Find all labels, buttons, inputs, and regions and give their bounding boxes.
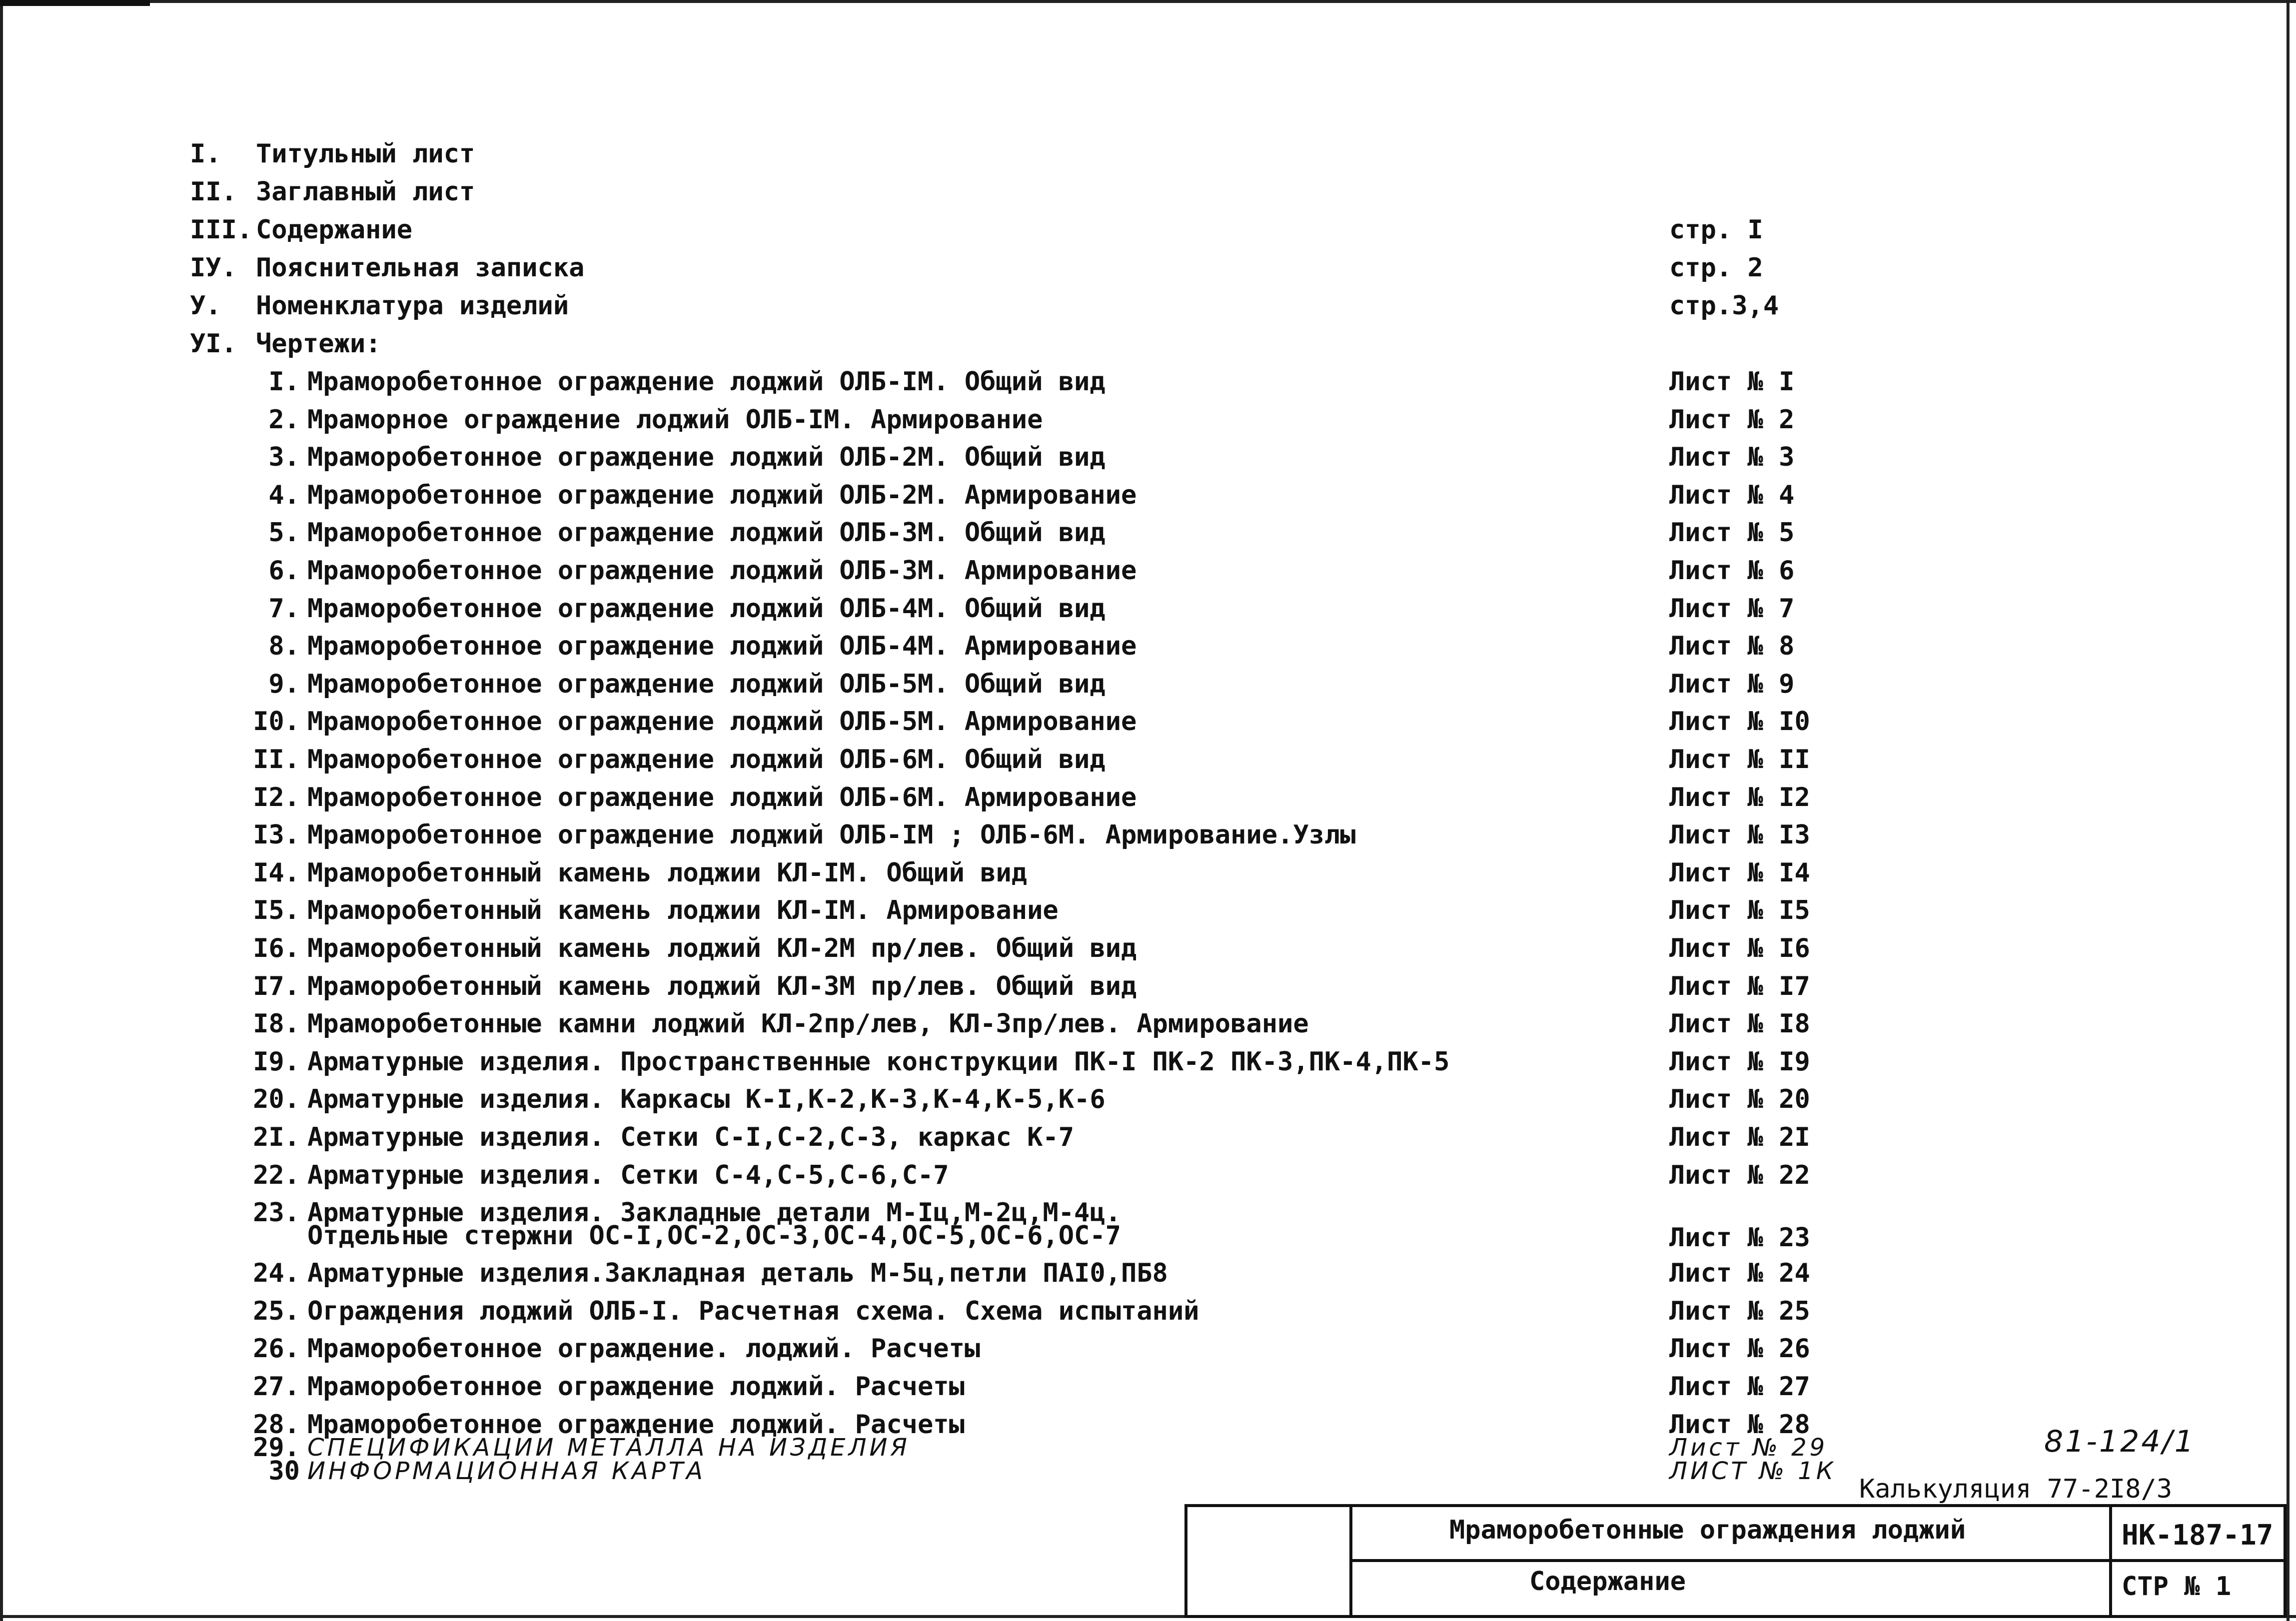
drawing-title: ИНФОРМАЦИОННАЯ КАРТА	[307, 1457, 706, 1485]
drawing-sheet-ref: Лист № I8	[1669, 1009, 1810, 1039]
section-title: Номенклатура изделий	[256, 291, 569, 321]
drawing-row	[0, 816, 2249, 854]
drawing-number: I.	[268, 367, 300, 397]
drawing-title: Мраморобетонное ограждение лоджий ОЛБ-6М. Общий вид	[307, 745, 1106, 775]
drawing-title: Арматурные изделия. Сетки С-4,С-5,С-6,С-7	[307, 1160, 949, 1190]
section-title: Пояснительная записка	[256, 253, 585, 283]
drawing-title: Мраморное ограждение лоджий ОЛБ-IМ. Армирование	[307, 405, 1043, 435]
drawing-row	[0, 476, 2249, 514]
drawing-sheet-ref: Лист № I2	[1669, 783, 1810, 812]
drawing-title: Арматурные изделия. Каркасы К-I,К-2,К-3,К-4,К-5,К-6	[307, 1084, 1106, 1114]
handwritten-code: 81-124/1	[2044, 1424, 2196, 1459]
title-block-title: Мраморобетонные ограждения лоджий	[1449, 1515, 1966, 1545]
drawing-title: Мраморобетонное ограждение лоджий ОЛБ-2М. Армирование	[307, 480, 1137, 510]
section-page-ref: стр. I	[1669, 215, 1763, 245]
section-number: II.	[190, 177, 237, 207]
drawing-title: Мраморобетонное ограждение лоджий ОЛБ-6М. Армирование	[307, 783, 1137, 812]
drawing-title: Мраморобетонное ограждение лоджий. Расчеты	[307, 1410, 965, 1440]
frame-top-border	[0, 0, 2296, 3]
section-row	[0, 325, 2249, 363]
drawing-number: I3.	[253, 820, 300, 850]
title-block-subtitle: Содержание	[1529, 1567, 1686, 1597]
drawing-number: 7.	[268, 594, 300, 624]
drawing-number: 28.	[253, 1410, 300, 1440]
drawing-row	[0, 627, 2249, 665]
drawing-sheet-ref: Лист № 2I	[1669, 1122, 1810, 1152]
drawing-number: 5.	[268, 518, 300, 548]
drawing-sheet-ref: Лист № 5	[1669, 518, 1795, 548]
drawing-title: Ограждения лоджий ОЛБ-I. Расчетная схема. Схема испытаний	[307, 1296, 1199, 1326]
drawing-row	[0, 1292, 2249, 1330]
drawing-sheet-ref: Лист № 2	[1669, 405, 1795, 435]
drawing-sheet-ref: Лист № 23	[1669, 1223, 1810, 1253]
section-number: У.	[190, 291, 221, 321]
drawing-title: Мраморобетонное ограждение лоджий. Расчеты	[307, 1372, 965, 1402]
drawing-row	[0, 967, 2249, 1005]
drawing-number: 8.	[268, 631, 300, 661]
section-number: УI.	[190, 329, 237, 359]
drawing-row	[0, 929, 2249, 967]
drawing-number: 24.	[253, 1258, 300, 1288]
section-title: Заглавный лист	[256, 177, 475, 207]
drawing-sheet-ref: Лист № 7	[1669, 594, 1795, 624]
drawing-title: Мраморобетонное ограждение. лоджий. Расчеты	[307, 1334, 981, 1364]
drawing-row	[0, 779, 2249, 816]
drawing-sheet-ref: Лист № I5	[1669, 895, 1810, 925]
drawing-number: 4.	[268, 480, 300, 510]
drawing-number: 2.	[268, 405, 300, 435]
drawing-sheet-ref: Лист № 22	[1669, 1160, 1810, 1190]
drawing-title: Мраморобетонный камень лоджии КЛ-IМ. Армирование	[307, 895, 1059, 925]
drawing-sheet-ref: Лист № I3	[1669, 820, 1810, 850]
drawing-sheet-ref: Лист № I6	[1669, 933, 1810, 963]
drawing-sheet-ref: Лист № I0	[1669, 707, 1810, 737]
drawing-row	[0, 590, 2249, 628]
drawing-number: 6.	[268, 556, 300, 586]
section-number: III.	[190, 215, 253, 245]
drawing-number: I8.	[253, 1009, 300, 1039]
drawing-title: Мраморобетонное ограждение лоджий ОЛБ-4М. Общий вид	[307, 594, 1106, 624]
drawing-row	[0, 854, 2249, 892]
drawing-row	[0, 703, 2249, 741]
section-number: IУ.	[190, 253, 237, 283]
drawing-row	[0, 665, 2249, 703]
drawing-title: Мраморобетонное ограждение лоджий ОЛБ-5М. Армирование	[307, 707, 1137, 737]
drawing-row	[0, 1194, 2249, 1253]
drawing-number: 3.	[268, 442, 300, 472]
drawing-number: I2.	[253, 783, 300, 812]
drawing-row	[0, 552, 2249, 590]
drawing-sheet-ref: Лист № 8	[1669, 631, 1795, 661]
drawing-number: II.	[253, 745, 300, 775]
drawing-row	[0, 401, 2249, 439]
drawing-row	[0, 1043, 2249, 1081]
drawing-sheet-ref: Лист № 6	[1669, 556, 1795, 586]
drawing-sheet-ref: Лист № II	[1669, 745, 1810, 775]
drawing-title: Мраморобетонный камень лоджий КЛ-2М пр/лев. Общий вид	[307, 933, 1137, 963]
drawing-row	[0, 438, 2249, 476]
drawing-title: Мраморобетонное ограждение лоджий ОЛБ-3М. Армирование	[307, 556, 1137, 586]
frame-right-border	[2287, 0, 2290, 1621]
drawing-number: I0.	[253, 707, 300, 737]
section-row	[0, 135, 2249, 173]
section-row	[0, 287, 2249, 325]
section-title: Чертежи:	[256, 329, 381, 359]
title-block-hline	[1349, 1559, 2287, 1562]
drawing-sheet-ref: Лист № 29	[1669, 1434, 1828, 1462]
drawing-row	[0, 1080, 2249, 1118]
drawing-number: 29.	[253, 1433, 300, 1463]
drawing-sheet-ref: Лист № 26	[1669, 1334, 1810, 1364]
section-row	[0, 211, 2249, 249]
drawing-sheet-ref: Лист № I	[1669, 367, 1795, 397]
drawing-number: 30	[268, 1456, 300, 1486]
drawing-row	[0, 363, 2249, 401]
drawing-row	[0, 1005, 2249, 1043]
drawing-number: 26.	[253, 1334, 300, 1364]
drawing-number: 9.	[268, 669, 300, 699]
section-number: I.	[190, 139, 221, 169]
section-page-ref: стр.3,4	[1669, 291, 1779, 321]
drawing-title: Мраморобетонный камень лоджий КЛ-3М пр/лев. Общий вид	[307, 971, 1137, 1001]
drawing-sheet-ref: Лист № 20	[1669, 1084, 1810, 1114]
drawing-row	[0, 514, 2249, 552]
drawing-sheet-ref: Лист № 28	[1669, 1410, 1810, 1440]
drawing-title: Мраморобетонное ограждение лоджий ОЛБ-IМ. Общий вид	[307, 367, 1106, 397]
drawing-row	[0, 1330, 2249, 1368]
drawing-number: 20.	[253, 1084, 300, 1114]
drawing-number: 27.	[253, 1372, 300, 1402]
drawing-title: Мраморобетонный камень лоджии КЛ-IМ. Общий вид	[307, 858, 1028, 888]
drawing-number: 2I.	[253, 1122, 300, 1152]
drawing-row	[0, 1156, 2249, 1194]
drawing-sheet-ref: ЛИСТ № 1К	[1669, 1457, 1836, 1485]
drawing-number: I7.	[253, 971, 300, 1001]
sheet-number: СТР № 1	[2122, 1572, 2232, 1602]
section-title: Содержание	[256, 215, 413, 245]
drawing-row	[0, 1118, 2249, 1156]
drawing-title: Мраморобетонные камни лоджий КЛ-2пр/лев, КЛ-3пр/лев. Армирование	[307, 1009, 1309, 1039]
drawing-sheet-ref: Лист № I9	[1669, 1047, 1810, 1077]
drawing-sheet-ref: Лист № I7	[1669, 971, 1810, 1001]
section-row	[0, 249, 2249, 287]
drawing-number: 22.	[253, 1160, 300, 1190]
drawing-title: Арматурные изделия. Сетки С-I,С-2,С-3, каркас К-7	[307, 1122, 1075, 1152]
drawing-title: СПЕЦИФИКАЦИИ МЕТАЛЛА НА ИЗДЕЛИЯ	[307, 1434, 910, 1462]
drawing-title: Мраморобетонное ограждение лоджий ОЛБ-3М. Общий вид	[307, 518, 1106, 548]
drawing-title: Мраморобетонное ограждение лоджий ОЛБ-4М. Армирование	[307, 631, 1137, 661]
corner-mark	[0, 0, 150, 6]
document-code: НК-187-17	[2122, 1519, 2274, 1552]
drawing-sheet-ref: Лист № 9	[1669, 669, 1795, 699]
calculation-label: Калькуляция 77-2I8/3	[1859, 1474, 2173, 1504]
drawing-sheet-ref: Лист № 4	[1669, 480, 1795, 510]
drawing-row	[0, 891, 2249, 929]
drawing-number: I5.	[253, 895, 300, 925]
drawing-sheet-ref: Лист № 25	[1669, 1296, 1810, 1326]
drawing-title-line2: Отдельные стержни ОС-I,ОС-2,ОС-3,ОС-4,ОС-5,ОС-6,ОС-7	[307, 1221, 1121, 1251]
drawing-number: I6.	[253, 933, 300, 963]
drawing-number: 25.	[253, 1296, 300, 1326]
section-page-ref: стр. 2	[1669, 253, 1763, 283]
drawing-sheet-ref: Лист № I4	[1669, 858, 1810, 888]
drawing-sheet-ref: Лист № 24	[1669, 1258, 1810, 1288]
drawing-title: Мраморобетонное ограждение лоджий ОЛБ-IМ ; ОЛБ-6М. Армирование.Узлы	[307, 820, 1356, 850]
drawing-row	[0, 1368, 2249, 1406]
drawing-title: Мраморобетонное ограждение лоджий ОЛБ-5М. Общий вид	[307, 669, 1106, 699]
drawing-title: Арматурные изделия.Закладная деталь М-5ц,петли ПАI0,ПБ8	[307, 1258, 1168, 1288]
drawing-title: Арматурные изделия. Закладные детали М-Iц,М-2ц,М-4ц.	[307, 1198, 1121, 1228]
drawing-title: Мраморобетонное ограждение лоджий ОЛБ-2М. Общий вид	[307, 442, 1106, 472]
drawing-sheet-ref: Лист № 3	[1669, 442, 1795, 472]
drawing-number: I9.	[253, 1047, 300, 1077]
drawing-number: 23.	[253, 1198, 300, 1228]
drawing-sheet-ref: Лист № 27	[1669, 1372, 1810, 1402]
drawing-number: I4.	[253, 858, 300, 888]
drawing-row	[0, 1254, 2249, 1292]
section-row	[0, 173, 2249, 211]
drawing-row	[0, 741, 2249, 779]
section-title: Титульный лист	[256, 139, 475, 169]
drawing-title: Арматурные изделия. Пространственные конструкции ПК-I ПК-2 ПК-3,ПК-4,ПК-5	[307, 1047, 1450, 1077]
